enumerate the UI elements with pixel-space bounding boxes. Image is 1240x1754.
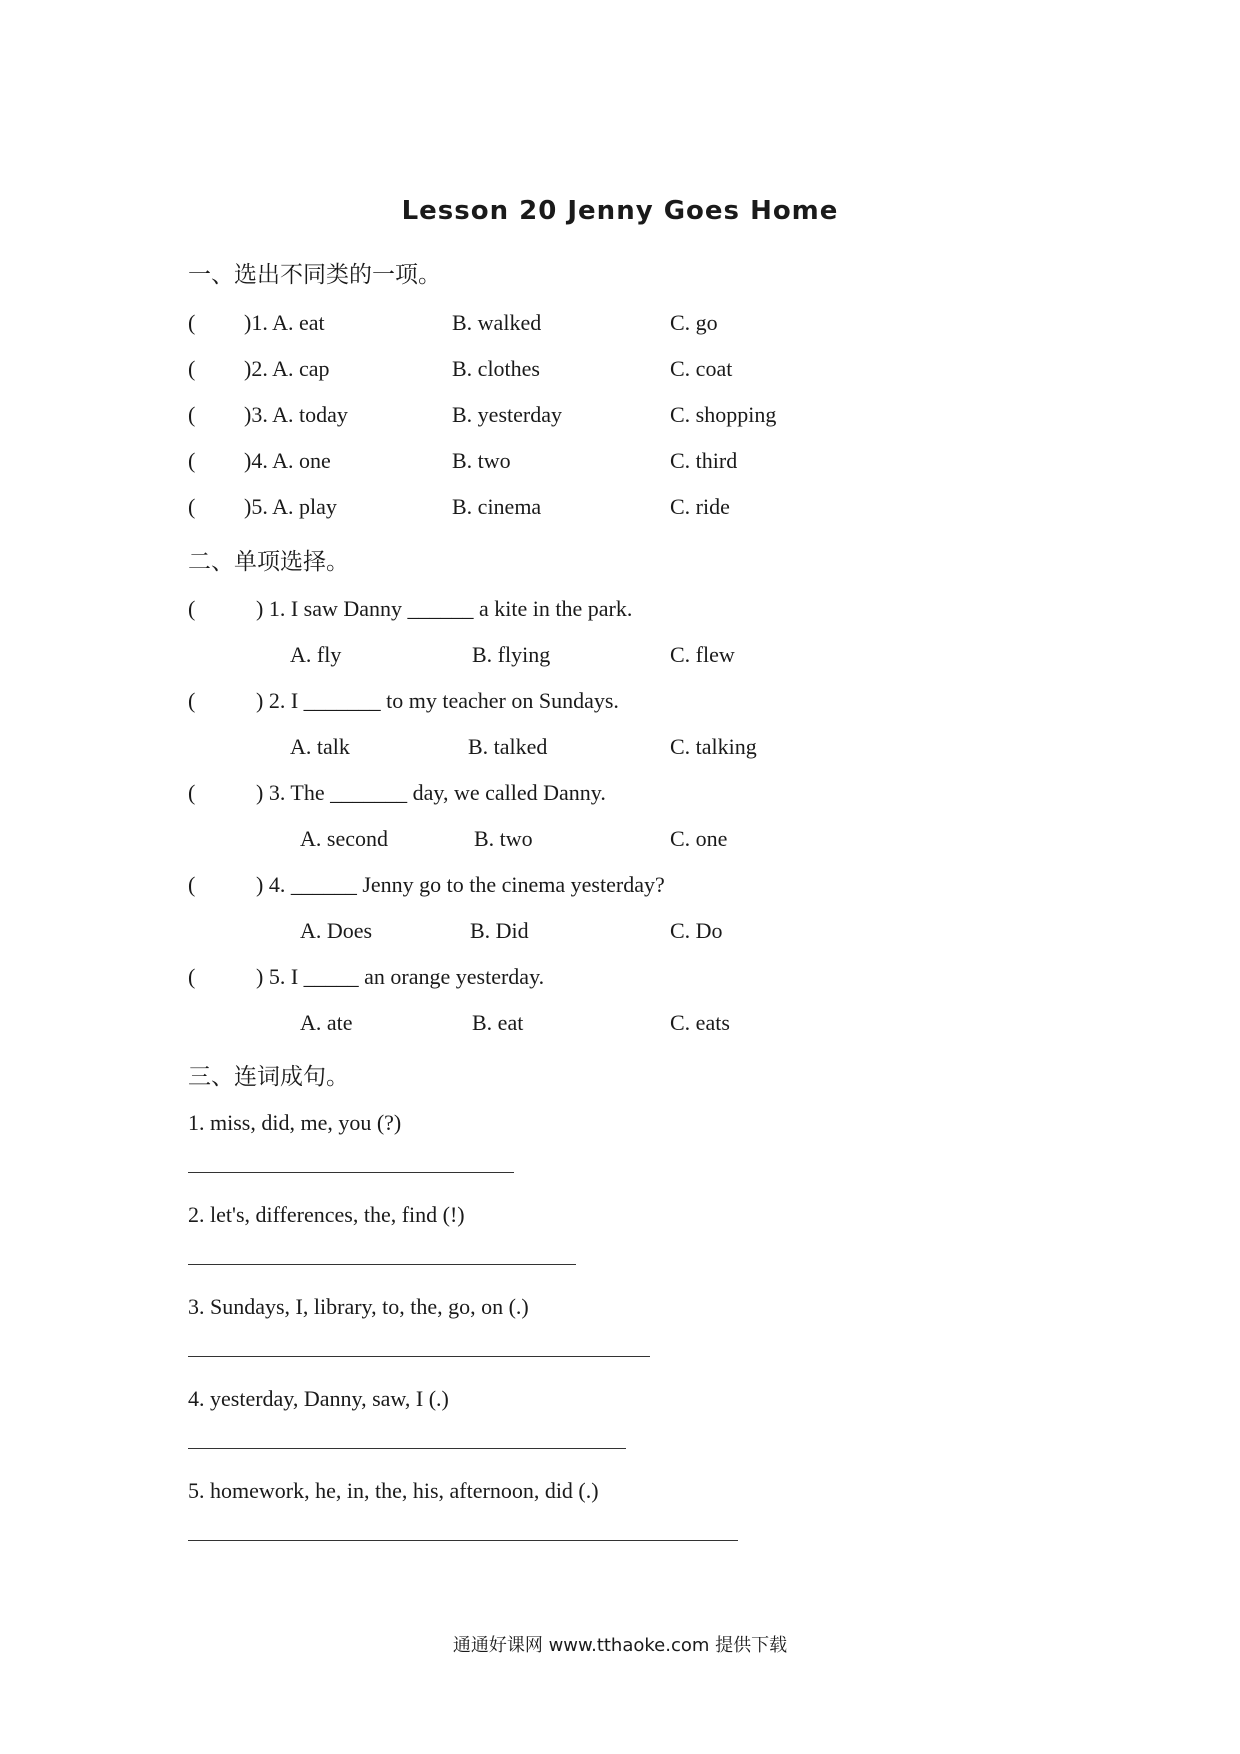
option-b: B. cinema [452,494,542,519]
option-a: A. talk [290,734,350,759]
option-c: C. eats [670,1010,730,1035]
option-a: A. Does [300,918,373,943]
prompt-text: 3. Sundays, I, library, to, the, go, on (.) [188,1294,529,1319]
answer-line [188,1264,576,1265]
option-b: B. talked [468,734,548,759]
answer-line [188,1172,514,1173]
option-a: A. fly [290,642,342,667]
option-c: C. ride [670,494,730,519]
option-a: )2. A. cap [244,356,330,381]
answer-paren: ( [188,310,196,335]
answer-line [188,1448,626,1449]
answer-paren: ( [188,688,196,713]
option-a: )1. A. eat [244,310,325,335]
answer-paren: ( [188,356,196,381]
answer-line [188,1356,650,1357]
section2-heading: 二、单项选择。 [188,549,349,575]
option-a: A. second [300,826,388,851]
section3-heading: 三、连词成句。 [188,1064,349,1090]
option-a: A. ate [300,1010,353,1035]
option-c: C. one [670,826,728,851]
option-c: C. go [670,310,718,335]
option-b: B. Did [470,918,529,943]
answer-paren: ( [188,448,196,473]
prompt-text: 5. homework, he, in, the, his, afternoon, did (.) [188,1478,599,1503]
option-a: )4. A. one [244,448,331,473]
option-b: B. eat [472,1010,524,1035]
question-text: ) 2. I _______ to my teacher on Sundays. [256,688,619,713]
option-c: C. coat [670,356,733,381]
answer-paren: ( [188,872,196,897]
question-text: ) 3. The _______ day, we called Danny. [256,780,606,805]
footer-text: 通通好课网 www.tthaoke.com 提供下载 [452,1635,788,1656]
answer-paren: ( [188,780,196,805]
section1-heading: 一、选出不同类的一项。 [188,262,441,288]
answer-paren: ( [188,494,196,519]
answer-paren: ( [188,964,196,989]
question-text: ) 1. I saw Danny ______ a kite in the park. [256,596,633,621]
question-text: ) 5. I _____ an orange yesterday. [256,964,545,989]
answer-paren: ( [188,596,196,621]
option-c: C. Do [670,918,723,943]
option-c: C. shopping [670,402,777,427]
question-text: ) 4. ______ Jenny go to the cinema yesterday? [256,872,665,897]
option-b: B. clothes [452,356,540,381]
answer-paren: ( [188,402,196,427]
option-b: B. two [474,826,533,851]
option-c: C. talking [670,734,757,759]
prompt-text: 1. miss, did, me, you (?) [188,1110,402,1135]
prompt-text: 2. let's, differences, the, find (!) [188,1202,465,1227]
page-title: Lesson 20 Jenny Goes Home [401,196,839,226]
option-a: )5. A. play [244,494,337,519]
prompt-text: 4. yesterday, Danny, saw, I (.) [188,1386,449,1411]
answer-line [188,1540,738,1541]
option-a: )3. A. today [244,402,348,427]
option-c: C. flew [670,642,735,667]
option-b: B. flying [472,642,551,667]
option-b: B. walked [452,310,542,335]
option-b: B. two [452,448,511,473]
option-b: B. yesterday [452,402,562,427]
option-c: C. third [670,448,738,473]
